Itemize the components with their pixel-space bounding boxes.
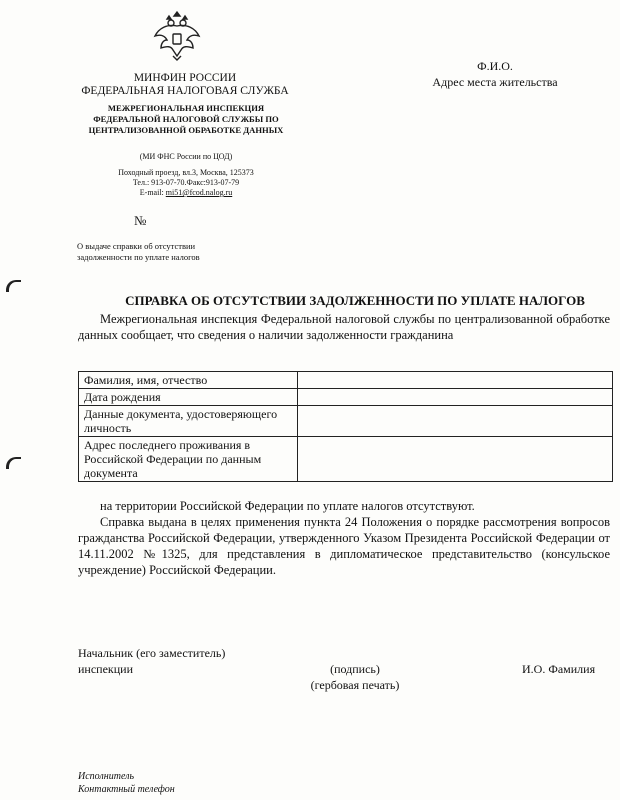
- executor-label: Исполнитель: [78, 771, 135, 782]
- email-link[interactable]: mi51@fcod.nalog.ru: [165, 188, 233, 197]
- inspection-phone-fax: Тел.: 913-07-70.Факс:913-07-79: [132, 178, 240, 187]
- inspection-abbr: (МИ ФНС России по ЦОД): [139, 152, 233, 161]
- punch-hole-mark: [6, 280, 21, 292]
- row-label-last-address: Адрес последнего проживания в Российской Федерации по данным документа: [79, 437, 298, 482]
- signatory-position-line-1: Начальник (его заместитель): [78, 646, 226, 660]
- double-headed-eagle-icon: [149, 6, 205, 62]
- row-value-fio: [298, 372, 613, 389]
- footer-block: [78, 770, 175, 796]
- subject-line-1: О выдаче справки об отсутствии: [77, 241, 196, 251]
- row-label-birth-date: Дата рождения: [79, 389, 298, 406]
- row-label-fio: Фамилия, имя, отчество: [79, 372, 298, 389]
- conclusion-text: на территории Российской Федерации по уплате налогов отсутствуют.: [100, 499, 475, 513]
- inspection-name: МЕЖРЕГИОНАЛЬНАЯ ИНСПЕКЦИЯ ФЕДЕРАЛЬНОЙ НАЛОГОВОЙ СЛУЖБЫ ПО ЦЕНТРАЛИЗОВАННОЙ ОБРАБОТКЕ ДАННЫХ: [88, 103, 284, 135]
- signature-label: (подпись): [330, 662, 380, 676]
- signature-position: [78, 645, 225, 677]
- taxpayer-data-table: [78, 371, 613, 482]
- subject-line-2: задолженности по уплате налогов: [77, 252, 200, 262]
- signatory-position-line-2: инспекции: [78, 662, 134, 676]
- row-value-birth-date: [298, 389, 613, 406]
- conclusion-block: [78, 498, 610, 578]
- recipient-address: Адрес места жительства: [432, 75, 558, 89]
- intro-paragraph: [78, 311, 610, 343]
- contact-phone-label: Контактный телефон: [78, 784, 175, 795]
- inspection-address: Походный проезд, вл.3, Москва, 125373: [118, 168, 254, 177]
- purpose-text: Справка выдана в целях применения пункта 24 Положения о порядке рассмотрения вопросов гражданства Российской Федерации, утвержденного Указом Президента Российской Федерации от 14.11.2002 №1325, для представления в дипломатическое представительство (консульское учреждение) Российской Федерации.: [78, 515, 610, 577]
- row-label-id-document: Данные документа, удостоверяющего личность: [79, 406, 298, 437]
- signature-placeholder: [280, 661, 430, 693]
- intro-text: Межрегиональная инспекция Федеральной налоговой службы по централизованной обработке данных сообщает, что сведения о наличии задолженности гражданина: [78, 312, 610, 342]
- table-row: [79, 372, 613, 389]
- table-row: [79, 406, 613, 437]
- row-value-id-document: [298, 406, 613, 437]
- punch-hole-mark: [6, 457, 21, 469]
- document-title: СПРАВКА ОБ ОТСУТСТВИИ ЗАДОЛЖЕННОСТИ ПО УПЛАТЕ НАЛОГОВ: [125, 293, 585, 308]
- recipient-block: [415, 58, 575, 90]
- subject-block: [77, 241, 200, 263]
- contact-block: [75, 168, 297, 198]
- ministry-line-1: МИНФИН РОССИИ: [133, 72, 237, 84]
- recipient-name: Ф.И.О.: [477, 59, 513, 73]
- ministry-line-2: ФЕДЕРАЛЬНАЯ НАЛОГОВАЯ СЛУЖБА: [81, 85, 289, 97]
- document-number-sign: №: [134, 213, 147, 228]
- email-label: E-mail:: [139, 188, 166, 197]
- row-value-last-address: [298, 437, 613, 482]
- ministry-header: [60, 72, 310, 98]
- table-row: [79, 389, 613, 406]
- table-row: [79, 437, 613, 482]
- seal-label: (гербовая печать): [310, 678, 400, 692]
- signatory-name: И.О. Фамилия: [522, 662, 596, 676]
- inspection-email: [75, 188, 297, 198]
